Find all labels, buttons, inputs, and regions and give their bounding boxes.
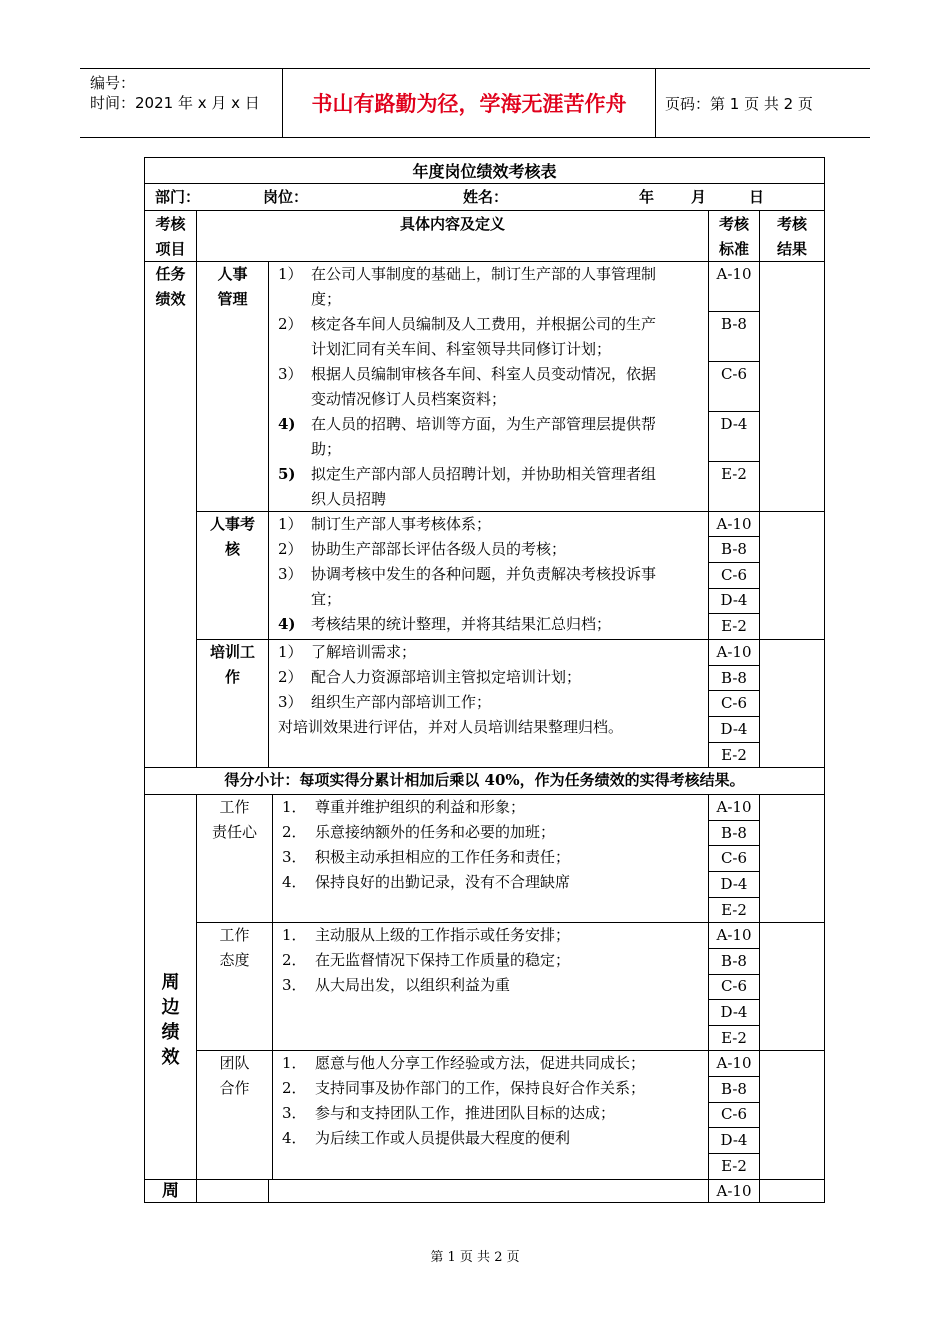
col-result-header: 考核 结果	[776, 215, 807, 258]
grade-d: D-4	[720, 720, 748, 738]
list-item: 2） 核定各车间人员编制及人工费用，并根据公司的生产	[278, 315, 657, 333]
header-page-number: 页码：第 1 页 共 2 页	[665, 94, 813, 113]
list-item: 4． 为后续工作或人员提供最大程度的便利	[282, 1129, 571, 1147]
day-label: 日	[749, 188, 765, 206]
grade-d: D-4	[720, 591, 748, 609]
grade-e: E-2	[721, 1157, 747, 1175]
grade-e: E-2	[721, 746, 747, 764]
header-meta	[80, 69, 282, 137]
grade-a: A-10	[716, 1182, 752, 1200]
grade-e: E-2	[721, 901, 747, 919]
header-code: 编号：	[90, 74, 136, 92]
col-item-header: 考核 项目	[155, 215, 186, 258]
grade-a: A-10	[716, 265, 752, 283]
peripheral-performance-label: 周 边 绩 效	[161, 972, 180, 1068]
grade-c: C-6	[720, 977, 748, 995]
list-item: 对培训效果进行评估，并对人员培训结果整理归档。	[278, 718, 624, 736]
grade-e: E-2	[721, 617, 747, 635]
attitude-label: 工作 态度	[219, 926, 250, 969]
list-item: 2） 配合人力资源部培训主管拟定培训计划；	[278, 668, 582, 686]
teamwork-label: 团队 合作	[219, 1054, 250, 1097]
list-item: 2） 协助生产部部长评估各级人员的考核；	[278, 540, 567, 558]
personnel-assessment-label: 人事考 核	[209, 515, 255, 558]
list-item: 3． 参与和支持团队工作，推进团队目标的达成；	[282, 1104, 616, 1122]
page-footer: 第 1 页 共 2 页	[430, 1250, 520, 1265]
list-item: 3） 根据人员编制审核各车间、科室人员变动情况，依据	[278, 365, 657, 383]
grade-a: A-10	[716, 798, 752, 816]
grade-a: A-10	[716, 926, 752, 944]
list-item: 1． 愿意与他人分享工作经验或方法，促进共同成长；	[282, 1054, 646, 1072]
grade-b: B-8	[721, 1080, 747, 1098]
grade-c: C-6	[720, 566, 748, 584]
page-header	[80, 68, 870, 138]
list-item: 2． 乐意接纳额外的任务和必要的加班；	[282, 823, 556, 841]
grade-e: E-2	[721, 465, 747, 483]
list-item: 1） 制订生产部人事考核体系；	[278, 515, 492, 533]
responsibility-label: 工作 责任心	[211, 798, 257, 841]
grade-d: D-4	[720, 415, 748, 433]
header-time: 时间：2021 年 x 月 x 日	[90, 94, 260, 112]
list-item: 5) 拟定生产部内部人员招聘计划，并协助相关管理者组	[278, 465, 657, 483]
grade-a: A-10	[716, 515, 752, 533]
grade-c: C-6	[720, 365, 748, 383]
list-item: 1） 了解培训需求；	[278, 643, 417, 661]
grade-e: E-2	[721, 1029, 747, 1047]
list-item: 4) 在人员的招聘、培训等方面，为生产部管理层提供帮	[278, 415, 657, 433]
list-item: 3） 协调考核中发生的各种问题，并负责解决考核投诉事	[278, 565, 657, 583]
grade-d: D-4	[720, 875, 748, 893]
name-label: 姓名：	[463, 188, 509, 206]
col-content-header: 具体内容及定义	[399, 215, 505, 233]
grade-c: C-6	[720, 1105, 748, 1123]
post-label: 岗位：	[263, 188, 309, 206]
grade-d: D-4	[720, 1131, 748, 1149]
list-item: 2． 支持同事及协作部门的工作，保持良好合作关系；	[282, 1079, 646, 1097]
grade-d: D-4	[720, 1003, 748, 1021]
grade-c: C-6	[720, 849, 748, 867]
list-item: 2． 在无监督情况下保持工作质量的稳定；	[282, 951, 571, 969]
list-item: 3． 积极主动承担相应的工作任务和责任；	[282, 848, 571, 866]
grade-b: B-8	[721, 824, 747, 842]
grade-a: A-10	[716, 1054, 752, 1072]
grade-b: B-8	[721, 669, 747, 687]
grade-a: A-10	[716, 643, 752, 661]
grade-b: B-8	[721, 540, 747, 558]
list-item: 1） 在公司人事制度的基础上，制订生产部的人事管理制	[278, 265, 657, 283]
col-standard-header: 考核 标准	[718, 215, 749, 258]
list-item: 4． 保持良好的出勤记录，没有不合理缺席	[282, 873, 571, 891]
grade-c: C-6	[720, 694, 748, 712]
year-label: 年	[639, 188, 655, 206]
form-title: 年度岗位绩效考核表	[412, 162, 557, 181]
header-motto: 书山有路勤为径，学海无涯苦作舟	[282, 69, 656, 137]
personnel-management-label: 人事 管理	[217, 265, 248, 308]
list-item: 1． 尊重并维护组织的利益和形象；	[282, 798, 526, 816]
subtotal-note: 得分小计：每项实得分累计相加后乘以 40%，作为任务绩效的实得考核结果。	[224, 771, 745, 789]
grade-b: B-8	[721, 952, 747, 970]
row-divider	[145, 210, 824, 211]
list-item: 3） 组织生产部内部培训工作；	[278, 693, 492, 711]
month-label: 月	[691, 188, 707, 206]
training-label: 培训工 作	[209, 643, 255, 686]
list-item: 1． 主动服从上级的工作指示或任务安排；	[282, 926, 571, 944]
task-performance-label: 任务 绩效	[155, 265, 186, 308]
dept-label: 部门：	[155, 188, 201, 206]
grade-b: B-8	[721, 315, 747, 333]
appraisal-form: 年度岗位绩效考核表 部门： 岗位： 姓名： 年 月 日 考核 项目 具体内容及定义 考核 标准 考核 结果 任务 绩效 人事 管理 1） 在公司人事制度的基础上，制订生产部的人事管理制 度； 2） 核定各车间人员编制及人工费用，并根据公司的生产 计划汇同有关车间、科室领导共同修订计划； 3） 根据人员编制审核各车间、科室人员变动情况，依据 变动情况修订人员档案资料； 4) 在人员的招聘、培训等方面，为生产部管理层提供帮 助； 5) 拟定生产部内部人员招聘计划，并协助相关管理者组 织人员招聘 A-10 B-8 C-6 D-4 E-2 人事考 核 1） 制订生产部人事考核体系； 2） 协助生产部部长评估各级人员的考核； 3） 协调考核中发生的各种问题，并负责解决考核投诉事 宜； 4) 考核结果的统计整理，并将其结果汇总归档； A-10 B-8 C-6 D-4 E-2 培训工 作 1） 了解培训需求； 2） 配合人力资源部培训主管拟定培训计划； 3） 组织生产部内部培训工作； 对培训效果进行评估，并对人员培训结果整理归档。 A-10 B-8 C-6 D-4 E-2 得分小计：每项实得分累计相加后乘以 40%，作为任务绩效的实得考核结果。 周 边 绩 效 工作 责任心 1． 尊重并维护组织的利益和形象； 2． 乐意接纳额外的任务和必要的加班； 3． 积极主动承担相应的工作任务和责任； 4． 保持良好的出勤记录，没有不合理缺席 A-10 B-8 C-6 D-4 E-2 工作 态度 1． 主动服从上级的工作指示或任务安排； 2． 在无监督情况下保持工作质量的稳定； 3． 从大局出发，以组织利益为重 A-10 B-8 C-6 D-4 E-2 团队 合作 1． 愿意与他人分享工作经验或方法，促进共同成长； 2． 支持同事及协作部门的工作，保持良好合作关系； 3． 参与和支持团队工作，推进团队目标的达成； 4． 为后续工作或人员提供最大程度的便利 A-10 B-8 C-6 D-4 E-2 周 A-10	[144, 157, 825, 1203]
list-item: 3． 从大局出发，以组织利益为重	[282, 976, 511, 994]
list-item: 4) 考核结果的统计整理，并将其结果汇总归档；	[278, 615, 612, 633]
peripheral-continued-label: 周	[162, 1181, 179, 1201]
